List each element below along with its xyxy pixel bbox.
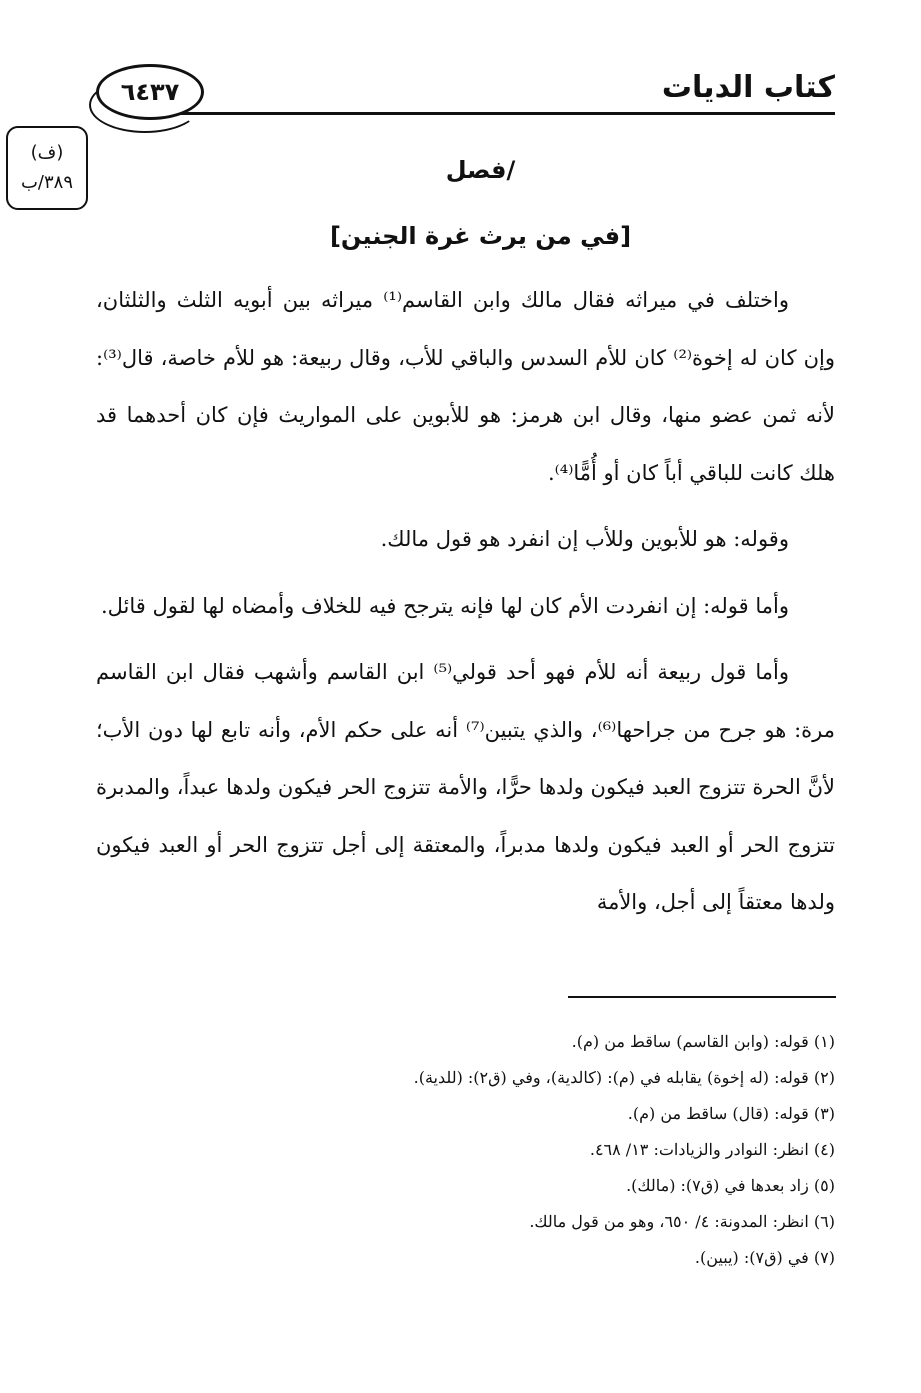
paragraph-4: وأما قول ربيعة أنه للأم فهو أحد قولي⁽⁵⁾ ابن القاسم وأشهب فقال ابن القاسم مرة: هو جرح من جراحها⁽⁶⁾، والذي يتبين⁽⁷⁾ أنه على حكم الأم، وأنه تابع لها دون الأب؛ لأنَّ الحرة تتزوج العبد فيكون ولدها حرًّا، والأمة تتزوج الحر فيكون ولدها عبداً، والمدبرة تتزوج الحر أو العبد فيكون ولدها مدبراً، والمعتقة إلى أجل تتزوج الحر أو العبد فيكون ولدها معتقاً إلى أجل، والأمة [96, 660, 836, 914]
footnotes [96, 1024, 835, 1276]
paragraph-3: وأما قوله: إن انفردت الأم كان لها فإنه يترجح فيه للخلاف وأمضاه لها لقول قائل. [100, 593, 789, 618]
page-number: ٦٤٣٧ [96, 64, 204, 120]
book-title: كتاب الديات [661, 70, 835, 105]
header-rule [120, 112, 835, 115]
footnote-1: (١) قوله: (وابن القاسم) ساقط من (م). [571, 1032, 835, 1051]
section-title: /فصل [445, 156, 516, 184]
manuscript-ref-line1: (ف) [30, 142, 64, 163]
manuscript-ref-line2: ٣٨٩/ب [20, 172, 74, 193]
paragraph-1: واختلف في ميراثه فقال مالك وابن القاسم⁽¹⁾ ميراثه بين أبويه الثلث والثلثان، وإن كان له إخوة⁽²⁾ كان للأم السدس والباقي للأب، وقال ربيعة: هو للأم خاصة، قال⁽³⁾: لأنه ثمن عضو منها، وقال ابن هرمز: هو للأبوين على المواريث فإن كان أحدهما قد هلك كانت للباقي أباً كان أو أُمًّا⁽⁴⁾. [96, 288, 835, 485]
footnote-4: (٤) انظر: النوادر والزيادات: ١٣/ ٤٦٨. [589, 1140, 835, 1159]
footnote-separator [568, 996, 836, 998]
footnote-6: (٦) انظر: المدونة: ٤/ ٦٥٠، وهو من قول مالك. [529, 1212, 835, 1231]
main-text [96, 272, 835, 941]
subsection-title: [في من يرث غرة الجنين] [329, 222, 632, 250]
footnote-2: (٢) قوله: (له إخوة) يقابله في (م): (كالدية)، وفي (ق٢): (للدية). [413, 1068, 835, 1087]
footnote-5: (٥) زاد بعدها في (ق٧): (مالك). [626, 1176, 835, 1195]
footnote-7: (٧) في (ق٧): (يبين). [694, 1248, 835, 1267]
footnote-3: (٣) قوله: (قال) ساقط من (م). [627, 1104, 835, 1123]
paragraph-2: وقوله: هو للأبوين وللأب إن انفرد هو قول مالك. [380, 527, 789, 551]
